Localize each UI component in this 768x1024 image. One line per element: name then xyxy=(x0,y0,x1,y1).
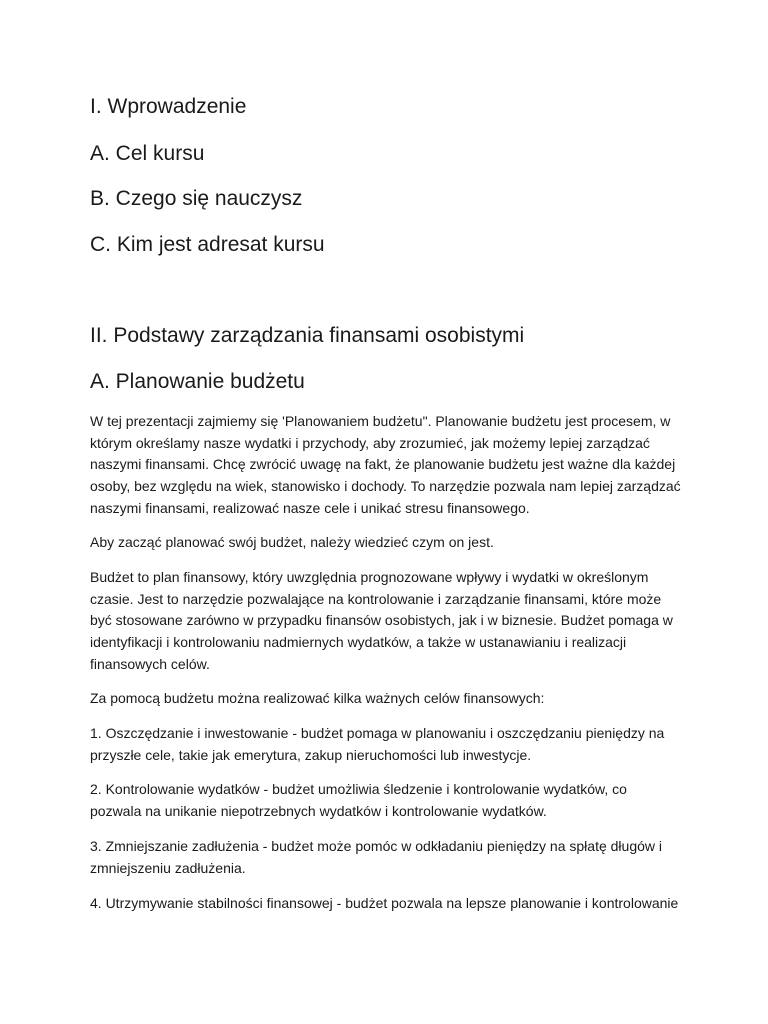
paragraph-start: Aby zacząć planować swój budżet, należy wiedzieć czym on jest. xyxy=(90,534,494,550)
paragraph-definition: Budżet to plan finansowy, który uwzględnia prognozowane wpływy i wydatki w określonym czasie. Jest to narzędzie pozwalające na kontrolowanie i zarządzanie finansami, które może być stosowane zarówno w przypadku finansów osobistych, jak i w biznesie. Budżet pomaga w identyfikacji i kontrolowaniu nadmiernych wydatków, a także w ustanawianiu i realizacji finansowych celów. xyxy=(90,569,673,672)
list-item-stability: 4. Utrzymywanie stabilności finansowej - budżet pozwala na lepsze planowanie i kontrolowanie xyxy=(90,895,679,911)
paragraph-goals-intro: Za pomocą budżetu można realizować kilka ważnych celów finansowych: xyxy=(90,690,545,706)
list-item-spending-control: 2. Kontrolowanie wydatków - budżet umożliwia śledzenie i kontrolowanie wydatków, co pozwala na unikanie niepotrzebnych wydatków i kontrolowanie wydatków. xyxy=(90,781,627,819)
outline-item-course-goal: A. Cel kursu xyxy=(90,142,205,165)
list-item-debt: 3. Zmniejszanie zadłużenia - budżet może pomóc w odkładaniu pieniędzy na spłatę długów i zmniejszeniu zadłużenia. xyxy=(90,838,662,876)
subsection-title: A. Planowanie budżetu xyxy=(90,370,305,393)
outline-item-target-audience: C. Kim jest adresat kursu xyxy=(90,233,325,256)
outline-item-what-you-learn: B. Czego się nauczysz xyxy=(90,187,303,210)
paragraph-intro: W tej prezentacji zajmiemy się 'Planowaniem budżetu". Planowanie budżetu jest procesem, w którym określamy nasze wydatki i przychody, aby zrozumieć, jak możemy lepiej zarządzać naszymi finansami. Chcę zwrócić uwagę na fakt, że planowanie budżetu jest ważne dla każdej osoby, bez względu na wiek, stanowisko i dochody. To narzędzie pozwala nam lepiej zarządzać naszymi finansami, realizować nasze cele i unikać stresu finansowego. xyxy=(90,413,681,516)
list-item-saving: 1. Oszczędzanie i inwestowanie - budżet pomaga w planowaniu i oszczędzaniu pieniędzy na przyszłe cele, takie jak emerytura, zakup nieruchomości lub inwestycje. xyxy=(90,725,665,763)
section-title: II. Podstawy zarządzania finansami osobistymi xyxy=(90,324,525,347)
outline-heading-introduction: I. Wprowadzenie xyxy=(90,95,247,118)
